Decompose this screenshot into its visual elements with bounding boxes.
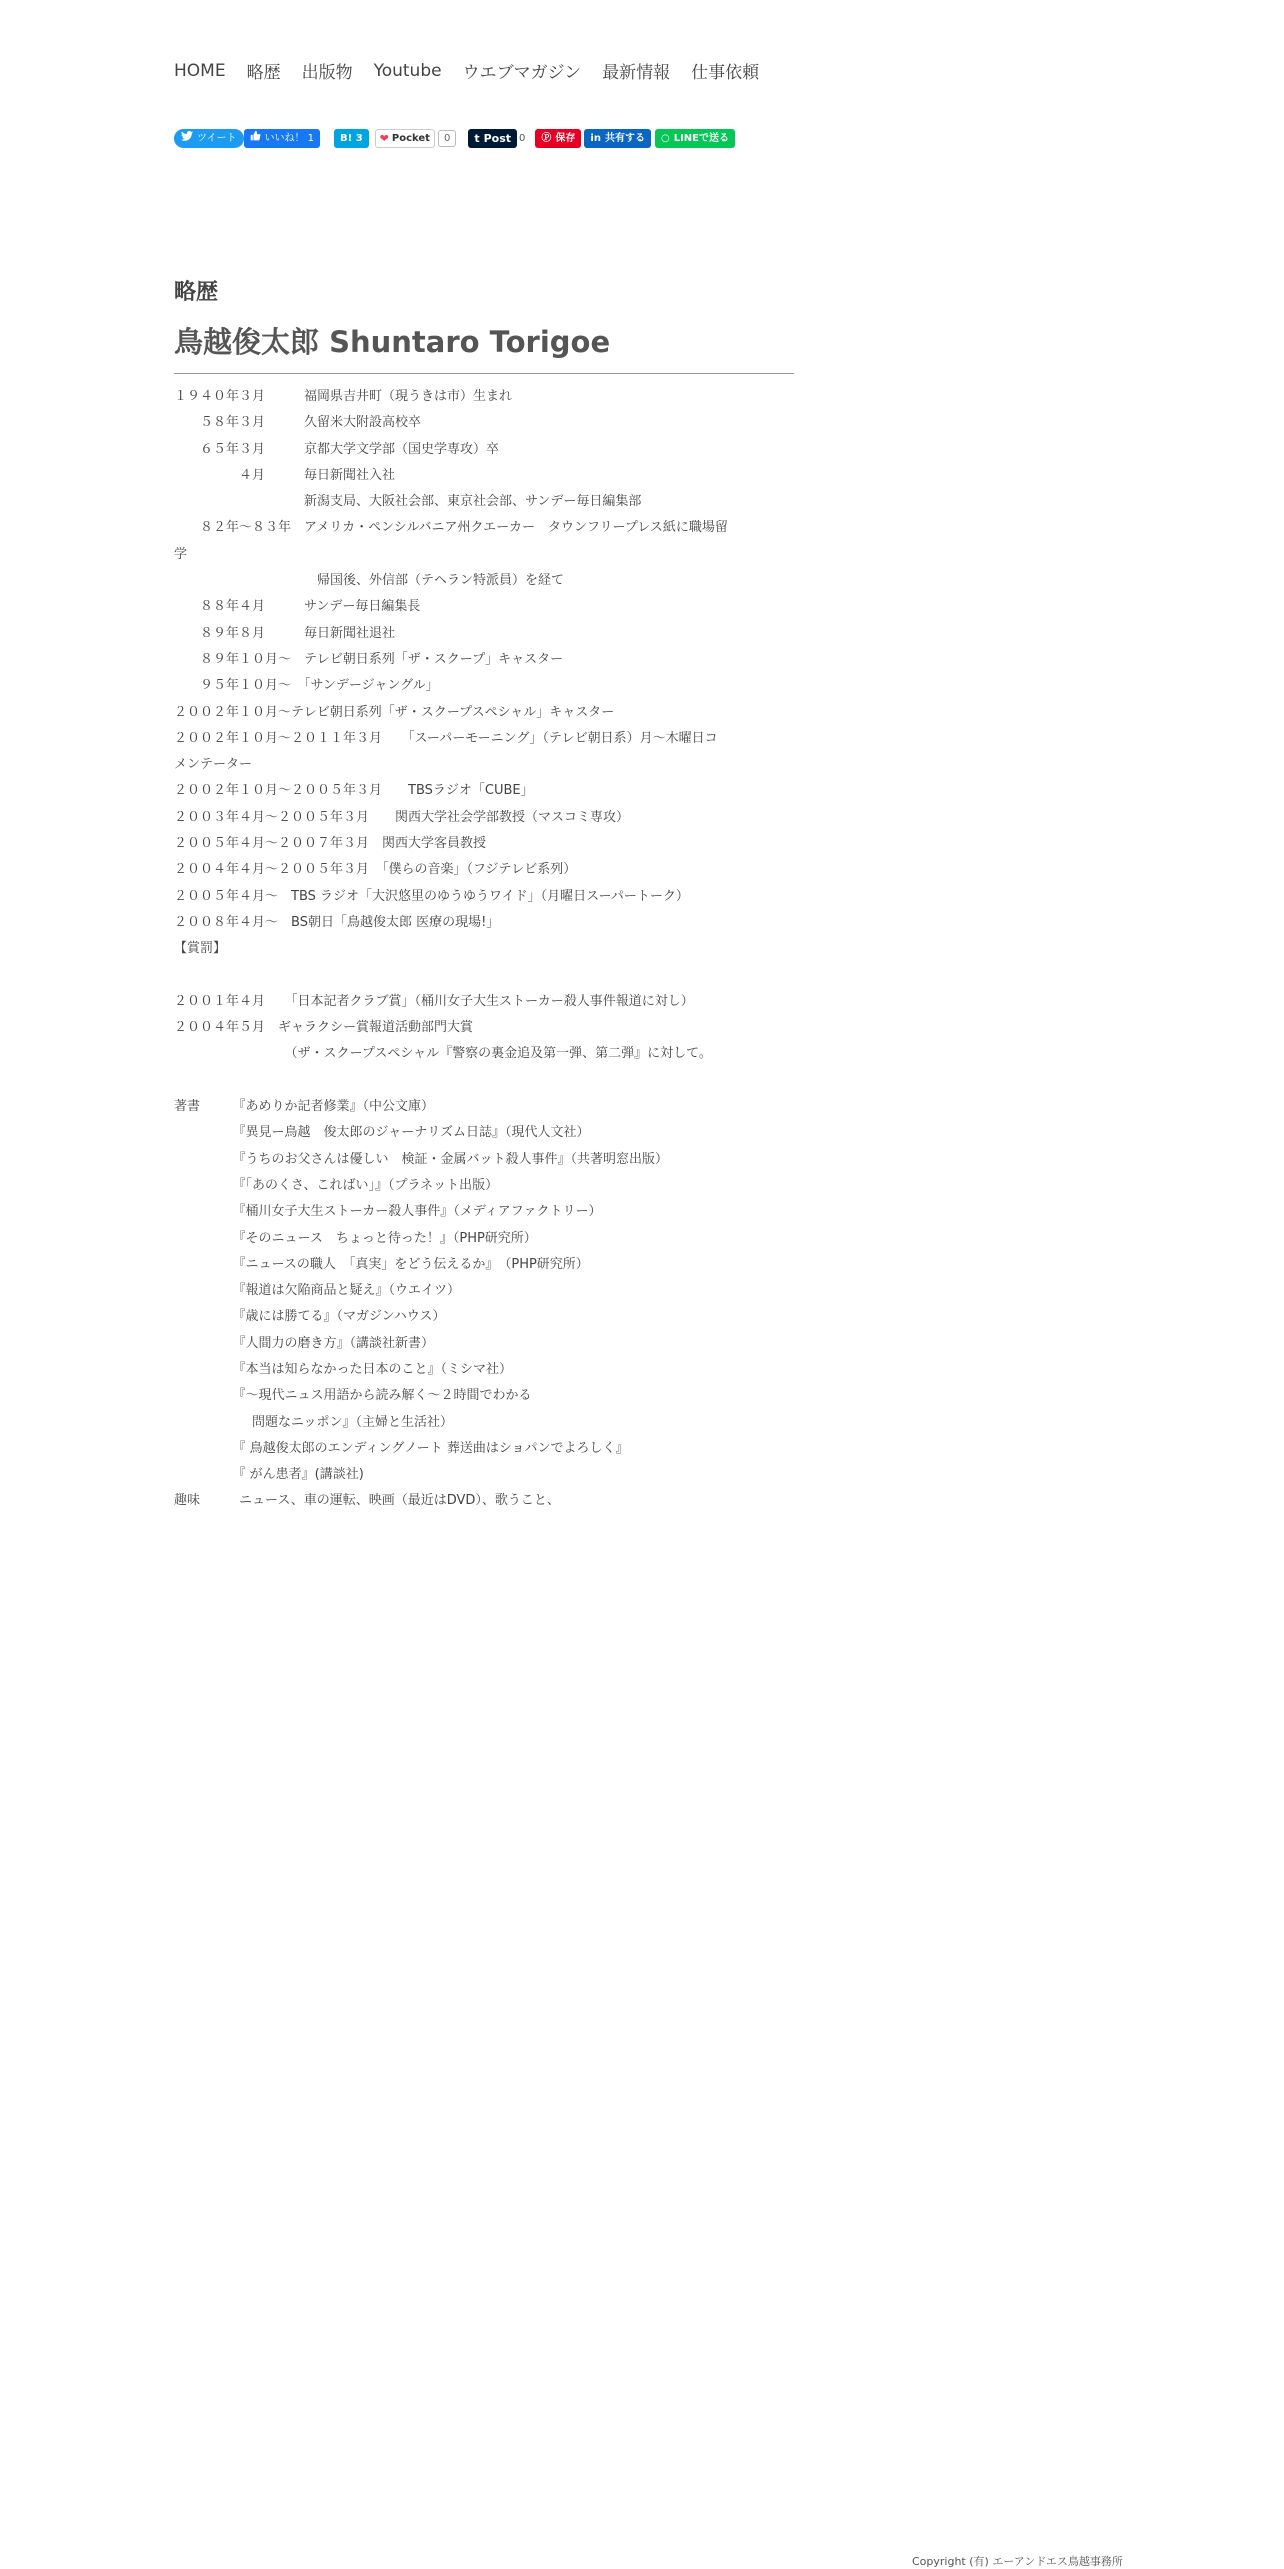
pocket-count: 0 bbox=[438, 130, 456, 147]
bio-line: メンテーター bbox=[174, 757, 253, 773]
bio-line: 『 がん患者』(講談社) bbox=[174, 1467, 364, 1483]
tumblr-post-button[interactable] bbox=[468, 129, 517, 148]
pocket-button[interactable] bbox=[375, 129, 435, 148]
pocket-label: Pocket bbox=[391, 132, 430, 144]
bio-line: 『報道は欠陥商品と疑え』（ウエイツ） bbox=[174, 1283, 461, 1299]
bio-line: ８２年〜８３年 アメリカ・ペンシルバニア州クエーカー タウンフリープレス紙に職場留 bbox=[174, 520, 728, 536]
tumblr-icon: t bbox=[474, 131, 480, 145]
bio-line: ２００２年１０月〜テレビ朝日系列「ザ・スクープスペシャル」キャスター bbox=[174, 704, 615, 720]
nav-news-link[interactable]: 最新情報 bbox=[602, 63, 671, 83]
nav-web-magazine-link[interactable]: ウエブマガジン bbox=[462, 63, 582, 83]
facebook-like-button[interactable] bbox=[244, 129, 321, 148]
bio-line: 趣味 ニュース、車の運転、映画（最近はDVD）、歌うこと、 bbox=[174, 1493, 560, 1509]
bio-line: 新潟支局、大阪社会部、東京社会部、サンデー毎日編集部 bbox=[174, 494, 642, 510]
bio-line: ２００５年４月〜２００７年３月 関西大学客員教授 bbox=[174, 836, 487, 852]
tweet-label: ツイート bbox=[197, 132, 237, 144]
bio-line: １９４０年３月 福岡県吉井町（現うきは市）生まれ bbox=[174, 389, 513, 404]
share-buttons bbox=[174, 128, 741, 148]
tweet-button[interactable] bbox=[174, 129, 244, 148]
main-content bbox=[174, 275, 794, 1515]
nav-publications-link[interactable]: 出版物 bbox=[301, 63, 353, 83]
bio-line: ２００５年４月〜 TBS ラジオ「大沢悠里のゆうゆうワイド」（月曜日スーパートーク） bbox=[174, 888, 689, 904]
bio-line: 『人間力の磨き方』（講談社新書） bbox=[174, 1335, 435, 1351]
line-send-button[interactable] bbox=[655, 129, 735, 148]
bio-line: 著書 『あめりか記者修業』（中公文庫） bbox=[174, 1099, 435, 1115]
bio-line: 【賞罰】 bbox=[174, 941, 227, 957]
line-label: LINEで送る bbox=[673, 132, 729, 144]
bio-line: ２００２年１０月〜２０１１年３月 「スーパーモーニング」（テレビ朝日系）月～木曜日コ bbox=[174, 730, 718, 746]
hatena-bookmark-button[interactable] bbox=[334, 129, 369, 148]
copyright-text: Copyright (有) エーアンドエス鳥越事務所 bbox=[912, 2555, 1123, 2568]
nav-work-request-link[interactable]: 仕事依頼 bbox=[691, 63, 760, 83]
bio-line: 問題なニッポン』（主婦と生活社） bbox=[174, 1414, 453, 1430]
like-label: いいね！ 1 bbox=[264, 132, 315, 144]
bio-line: ６５年３月 京都大学文学部（国史学専攻）卒 bbox=[174, 441, 500, 457]
bio-line: 帰国後、外信部（テヘラン特派員）を経て bbox=[174, 573, 565, 589]
nav-youtube-link[interactable]: Youtube bbox=[373, 60, 442, 81]
bio-line bbox=[174, 1068, 794, 1094]
bio-line: 『桶川女子大生ストーカー殺人事件』（メディアファクトリー） bbox=[174, 1204, 602, 1220]
bio-line: ９５年１０月〜 「サンデージャングル」 bbox=[174, 678, 439, 694]
linkedin-icon: in bbox=[590, 132, 601, 144]
pinterest-label: 保存 bbox=[555, 132, 576, 144]
bio-line: ５８年３月 久留米大附設高校卒 bbox=[174, 415, 422, 431]
bio-line: ２００２年１０月〜２００５年３月 TBSラジオ「CUBE」 bbox=[174, 783, 534, 799]
bio-line: 『歳には勝てる』（マガジンハウス） bbox=[174, 1309, 446, 1325]
bio-line: 『〜現代ニュス用語から読み解く〜２時間でわかる bbox=[174, 1388, 532, 1404]
tumblr-label: Post bbox=[483, 131, 512, 145]
bio-line: ２００４年４月〜２００５年３月 「僕らの音楽」（フジテレビ系列） bbox=[174, 862, 577, 878]
bio-line: 『うちのお父さんは優しい 検証・金属バット殺人事件』（共著明窓出版） bbox=[174, 1151, 669, 1167]
bio-line: 『本当は知らなかった日本のこと』（ミシマ社） bbox=[174, 1361, 513, 1377]
twitter-bird-icon bbox=[181, 129, 193, 148]
nav-home-link[interactable]: HOME bbox=[174, 60, 226, 81]
tumblr-count: 0 bbox=[519, 132, 526, 144]
bio-line: ２００４年５月 ギャラクシー賞報道活動部門大賞 bbox=[174, 1020, 474, 1036]
bio-line: （ザ・スクープスペシャル『警察の裏金追及第一弾、第二弾』に対して。 bbox=[174, 1046, 712, 1062]
main-nav bbox=[174, 58, 780, 83]
biography-text bbox=[174, 384, 794, 1515]
section-heading: 略歴 bbox=[174, 280, 219, 305]
thumbs-up-icon bbox=[250, 129, 261, 148]
page-title: 鳥越俊太郎 Shuntaro Torigoe bbox=[174, 320, 794, 374]
hatena-label: B! 3 bbox=[340, 132, 363, 144]
bio-line: 『異見ー鳥越 俊太郎のジャーナリズム日誌』（現代人文社） bbox=[174, 1125, 590, 1141]
bio-line: 『そのニュース ちょっと待った！』（PHP研究所） bbox=[174, 1230, 537, 1246]
linkedin-label: 共有する bbox=[604, 132, 645, 144]
bio-line: 『ニュースの職人 「真実」をどう伝えるか』 （PHP研究所） bbox=[174, 1256, 589, 1272]
bio-line: ２００１年４月 「日本記者クラブ賞」（桶川女子大生ストーカー殺人事件報道に対し） bbox=[174, 993, 694, 1009]
bio-line bbox=[174, 963, 794, 989]
pinterest-save-button[interactable] bbox=[535, 129, 581, 148]
bio-line: ４月 毎日新聞社入社 bbox=[174, 467, 396, 483]
bio-line: ２００８年４月～ BS朝日「鳥越俊太郎 医療の現場!」 bbox=[174, 914, 500, 930]
bio-line: ２００３年４月〜２００５年３月 関西大学社会学部教授（マスコミ専攻） bbox=[174, 809, 630, 825]
bio-line: 学 bbox=[174, 546, 188, 562]
bio-line: ８９年１０月〜 テレビ朝日系列「ザ・スクープ」キャスター bbox=[174, 651, 564, 667]
line-icon: ○ bbox=[660, 132, 670, 144]
bio-line: 『「あのくさ、こればい」』（プラネット出版） bbox=[174, 1177, 499, 1193]
bio-line: ８８年４月 サンデー毎日編集長 bbox=[174, 599, 421, 615]
pocket-icon: ❤ bbox=[379, 131, 389, 145]
linkedin-share-button[interactable] bbox=[584, 129, 651, 148]
pinterest-icon: Ⓟ bbox=[541, 132, 552, 144]
bio-line: ８９年８月 毎日新聞社退社 bbox=[174, 625, 396, 641]
bio-line: 『 鳥越俊太郎のエンディングノート 葬送曲はショパンでよろしく』 bbox=[174, 1440, 629, 1456]
nav-profile-link[interactable]: 略歴 bbox=[246, 63, 281, 83]
